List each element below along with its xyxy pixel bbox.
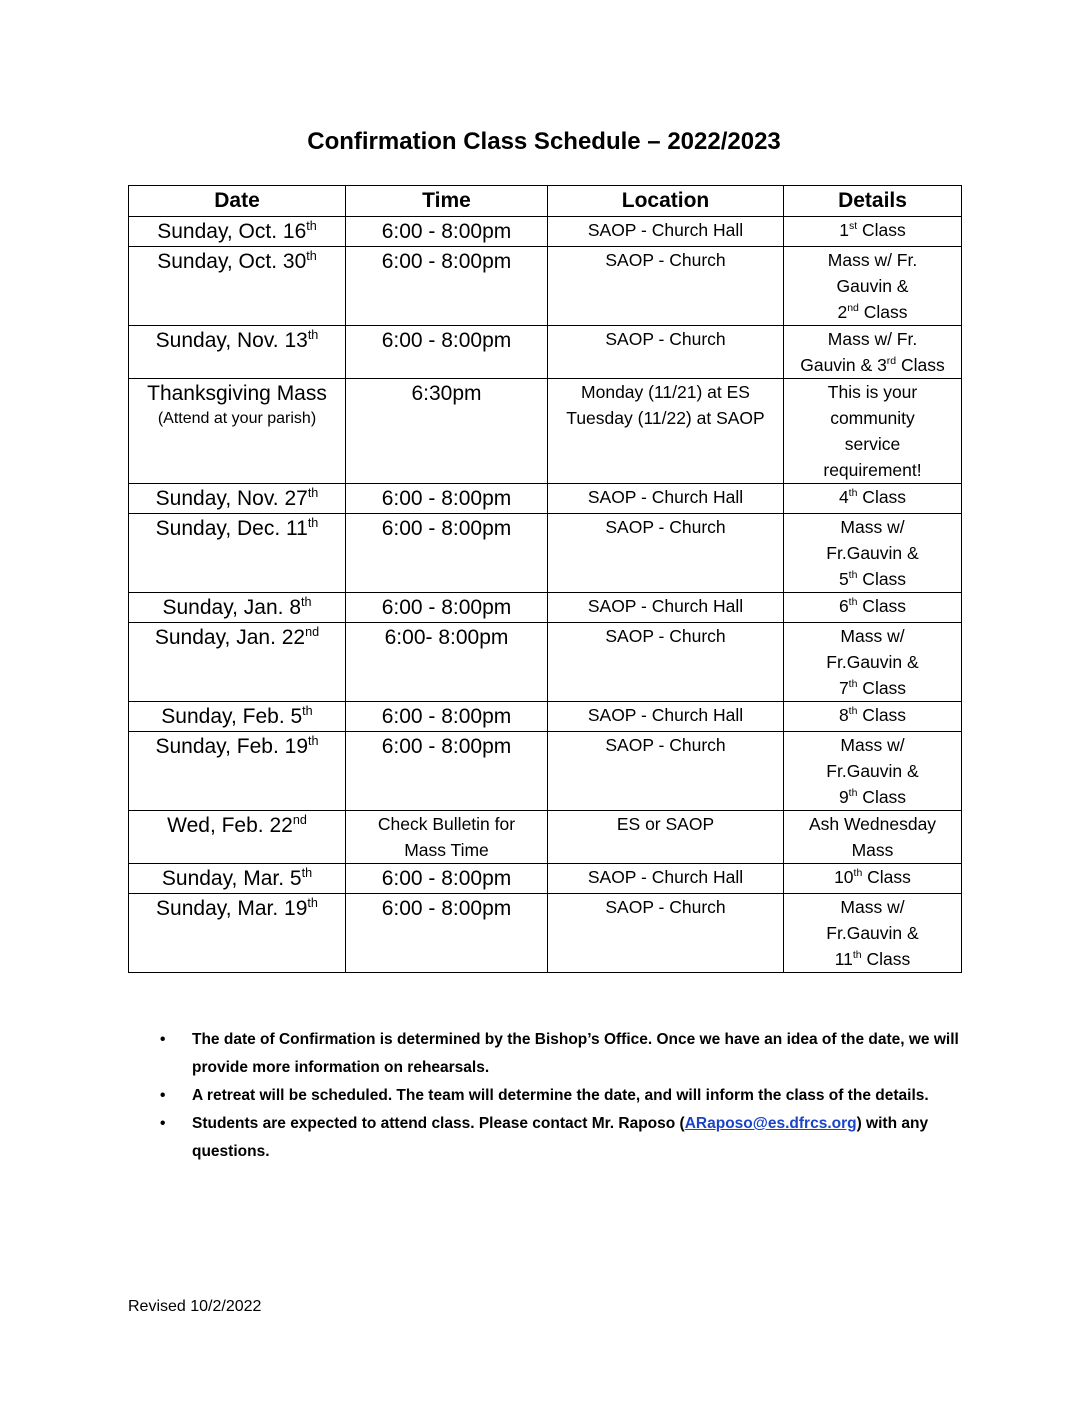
cell-time <box>346 811 548 864</box>
date-text: Sunday, Oct. 30 <box>157 250 307 273</box>
note-text: Students are expected to attend class. Please contact Mr. Raposo ( <box>192 1115 685 1132</box>
details-line <box>788 732 957 758</box>
note-item <box>160 1026 960 1082</box>
details-text-after: Class <box>858 302 908 322</box>
details-text-after: Class <box>857 569 907 589</box>
cell-date <box>129 484 346 514</box>
details-line <box>788 837 957 863</box>
date-suffix: th <box>301 866 313 880</box>
details-text: 7 <box>838 678 849 698</box>
location-line: SAOP - Church <box>605 626 726 646</box>
cell-date <box>129 894 346 973</box>
details-suffix: th <box>848 487 858 500</box>
page-title: Confirmation Class Schedule – 2022/2023 <box>307 128 781 155</box>
table-row <box>129 593 962 623</box>
details-text-after: Class <box>857 705 907 725</box>
table-row <box>129 864 962 894</box>
details-line <box>788 702 957 728</box>
date-text: Sunday, Mar. 5 <box>161 867 302 890</box>
details-line <box>788 484 957 510</box>
table-row <box>129 326 962 379</box>
cell-details <box>784 514 962 593</box>
details-text: 8 <box>838 705 849 725</box>
cell-date <box>129 379 346 484</box>
cell-location <box>548 326 784 379</box>
details-text: 4 <box>838 487 849 507</box>
header-location: Location <box>548 186 784 217</box>
cell-details <box>784 379 962 484</box>
date-suffix: th <box>308 734 319 748</box>
cell-time: 6:00 - 8:00pm <box>346 247 548 326</box>
cell-time: 6:00- 8:00pm <box>346 623 548 702</box>
cell-location <box>548 623 784 702</box>
details-line <box>788 623 957 649</box>
details-text-after: Class <box>857 596 907 616</box>
date-suffix: th <box>306 219 317 233</box>
date-suffix: th <box>307 486 319 500</box>
details-line <box>788 299 957 325</box>
details-text: Mass w/ <box>840 897 905 917</box>
details-text-after: Class <box>862 867 911 887</box>
date-text: Sunday, Oct. 16 <box>157 220 307 243</box>
date-suffix: th <box>301 595 312 609</box>
details-text: Gauvin & <box>836 276 909 296</box>
details-text: Fr.Gauvin & <box>826 923 919 943</box>
details-text: 10 <box>834 867 854 887</box>
cell-time: 6:00 - 8:00pm <box>346 514 548 593</box>
cell-details <box>784 217 962 247</box>
location-line: SAOP - Church Hall <box>587 487 744 507</box>
details-line <box>788 247 957 273</box>
header-time: Time <box>346 186 548 217</box>
details-line <box>788 920 957 946</box>
cell-date <box>129 247 346 326</box>
location-line: SAOP - Church <box>605 735 726 755</box>
details-suffix: th <box>852 949 862 962</box>
details-line <box>788 273 957 299</box>
cell-date <box>129 732 346 811</box>
time-line: Mass Time <box>404 840 489 860</box>
bullet-icon: • <box>160 1087 166 1104</box>
date-suffix: nd <box>292 813 307 827</box>
date-text: Wed, Feb. 22 <box>167 814 293 837</box>
date-suffix: nd <box>305 625 320 639</box>
details-suffix: th <box>848 705 858 718</box>
cell-location <box>548 864 784 894</box>
revised-date: Revised 10/2/2022 <box>128 1298 262 1315</box>
location-line: Tuesday (11/22) at SAOP <box>566 408 765 428</box>
details-line <box>788 379 957 405</box>
cell-date <box>129 326 346 379</box>
date-text: Sunday, Nov. 13 <box>155 329 308 352</box>
cell-location <box>548 811 784 864</box>
cell-details <box>784 732 962 811</box>
cell-time: 6:30pm <box>346 379 548 484</box>
details-line <box>788 864 957 890</box>
details-text-after: Class <box>861 949 911 969</box>
details-line <box>788 352 957 378</box>
details-text: requirement! <box>823 460 922 480</box>
cell-details <box>784 484 962 514</box>
details-line <box>788 784 957 810</box>
details-line <box>788 758 957 784</box>
table-row <box>129 247 962 326</box>
cell-location <box>548 217 784 247</box>
cell-date <box>129 623 346 702</box>
details-line <box>788 946 957 972</box>
details-text: Mass <box>851 840 894 860</box>
date-suffix: th <box>307 896 318 910</box>
table-header-row <box>129 186 962 217</box>
details-text: Ash Wednesday <box>808 814 937 834</box>
date-text: Sunday, Dec. 11 <box>155 517 308 540</box>
table-row <box>129 379 962 484</box>
cell-time: 6:00 - 8:00pm <box>346 484 548 514</box>
cell-location <box>548 593 784 623</box>
details-suffix: rd <box>886 355 897 368</box>
cell-date <box>129 514 346 593</box>
cell-details <box>784 247 962 326</box>
location-line: Monday (11/21) at ES <box>581 382 750 402</box>
cell-date <box>129 702 346 732</box>
details-text-after: Class <box>857 678 907 698</box>
cell-details <box>784 811 962 864</box>
note-item <box>160 1110 960 1166</box>
details-line <box>788 675 957 701</box>
table-row <box>129 217 962 247</box>
date-text: Sunday, Jan. 8 <box>162 596 302 619</box>
time-line: Check Bulletin for <box>377 814 516 834</box>
date-suffix: th <box>307 328 319 342</box>
bullet-icon: • <box>160 1115 166 1132</box>
table-row <box>129 732 962 811</box>
details-text: Mass w/ <box>840 735 905 755</box>
details-text: Fr.Gauvin & <box>826 543 919 563</box>
cell-location <box>548 379 784 484</box>
contact-email-link[interactable]: ARaposo@es.dfrcs.org <box>684 1115 857 1132</box>
details-text: 6 <box>838 596 849 616</box>
details-text: 1 <box>839 220 849 240</box>
details-suffix: th <box>848 787 858 800</box>
details-suffix: th <box>848 596 858 609</box>
cell-time: 6:00 - 8:00pm <box>346 702 548 732</box>
details-suffix: th <box>848 569 858 582</box>
details-suffix: st <box>848 220 858 233</box>
location-line: SAOP - Church <box>605 250 726 270</box>
details-line <box>788 593 957 619</box>
header-date: Date <box>129 186 346 217</box>
date-text: Thanksgiving Mass <box>147 382 327 405</box>
details-line <box>788 540 957 566</box>
details-line <box>788 217 957 243</box>
cell-details <box>784 623 962 702</box>
details-text-after: Class <box>857 220 906 240</box>
details-text: Fr.Gauvin & <box>826 652 919 672</box>
details-line <box>788 649 957 675</box>
cell-time: 6:00 - 8:00pm <box>346 864 548 894</box>
table-row <box>129 514 962 593</box>
details-line <box>788 405 957 431</box>
details-suffix: nd <box>847 302 859 315</box>
details-line <box>788 566 957 592</box>
table-row <box>129 811 962 864</box>
cell-location <box>548 732 784 811</box>
date-text: Sunday, Feb. 19 <box>155 735 309 758</box>
note-item <box>160 1082 960 1110</box>
date-suffix: th <box>302 704 313 718</box>
date-text: Sunday, Nov. 27 <box>155 487 308 510</box>
cell-date <box>129 593 346 623</box>
cell-location <box>548 247 784 326</box>
cell-date <box>129 864 346 894</box>
date-note: (Attend at your parish) <box>157 410 317 427</box>
details-text-after: Class <box>857 787 907 807</box>
cell-details <box>784 894 962 973</box>
cell-location <box>548 484 784 514</box>
cell-details <box>784 593 962 623</box>
details-text: 11 <box>834 949 853 969</box>
cell-details <box>784 326 962 379</box>
date-text: Sunday, Feb. 5 <box>161 705 303 728</box>
table-row <box>129 623 962 702</box>
cell-location <box>548 514 784 593</box>
note-text-after: ) with any questions. <box>192 1115 929 1160</box>
note-text: The date of Confirmation is determined by the Bishop’s Office. Once we have an idea of the date, we will provide more information on rehearsals. <box>192 1031 959 1076</box>
details-line <box>788 894 957 920</box>
table-row <box>129 894 962 973</box>
location-line: SAOP - Church <box>605 517 726 537</box>
header-details: Details <box>784 186 962 217</box>
cell-time: 6:00 - 8:00pm <box>346 593 548 623</box>
date-suffix: th <box>306 249 317 263</box>
details-text: Mass w/ Fr. <box>827 329 918 349</box>
cell-time: 6:00 - 8:00pm <box>346 894 548 973</box>
details-line <box>788 457 957 483</box>
details-line <box>788 811 957 837</box>
details-line <box>788 514 957 540</box>
cell-time: 6:00 - 8:00pm <box>346 326 548 379</box>
cell-time: 6:00 - 8:00pm <box>346 732 548 811</box>
notes-list <box>160 1026 960 1166</box>
location-line: ES or SAOP <box>616 814 715 834</box>
details-suffix: th <box>848 678 858 691</box>
location-line: SAOP - Church Hall <box>587 705 744 725</box>
details-line <box>788 326 957 352</box>
schedule-body <box>129 217 962 973</box>
schedule-table <box>128 185 962 973</box>
date-suffix: th <box>307 516 319 530</box>
details-text: 2 <box>837 302 848 322</box>
date-text: Sunday, Jan. 22 <box>154 626 306 649</box>
cell-location <box>548 894 784 973</box>
cell-details <box>784 702 962 732</box>
bullet-icon: • <box>160 1031 166 1048</box>
location-line: SAOP - Church Hall <box>587 596 744 616</box>
note-text: A retreat will be scheduled. The team will determine the date, and will inform the class of the details. <box>192 1087 929 1104</box>
cell-details <box>784 864 962 894</box>
table-row <box>129 484 962 514</box>
cell-date <box>129 217 346 247</box>
details-text: Gauvin & 3 <box>800 355 887 375</box>
cell-location <box>548 702 784 732</box>
cell-date <box>129 811 346 864</box>
details-text: service <box>844 434 901 454</box>
details-text: 5 <box>838 569 849 589</box>
table-row <box>129 702 962 732</box>
details-suffix: th <box>853 867 863 880</box>
location-line: SAOP - Church <box>605 329 726 349</box>
details-text: community <box>830 408 915 428</box>
location-line: SAOP - Church Hall <box>587 867 744 887</box>
cell-time: 6:00 - 8:00pm <box>346 217 548 247</box>
details-text: Mass w/ Fr. <box>827 250 918 270</box>
details-text: Fr.Gauvin & <box>826 761 919 781</box>
details-text-after: Class <box>896 355 945 375</box>
location-line: SAOP - Church <box>605 897 726 917</box>
details-line <box>788 431 957 457</box>
details-text-after: Class <box>857 487 907 507</box>
location-line: SAOP - Church Hall <box>587 220 744 240</box>
date-text: Sunday, Mar. 19 <box>156 897 308 920</box>
details-text: This is your <box>827 382 918 402</box>
details-text: Mass w/ <box>840 626 905 646</box>
details-text: 9 <box>838 787 849 807</box>
details-text: Mass w/ <box>840 517 905 537</box>
